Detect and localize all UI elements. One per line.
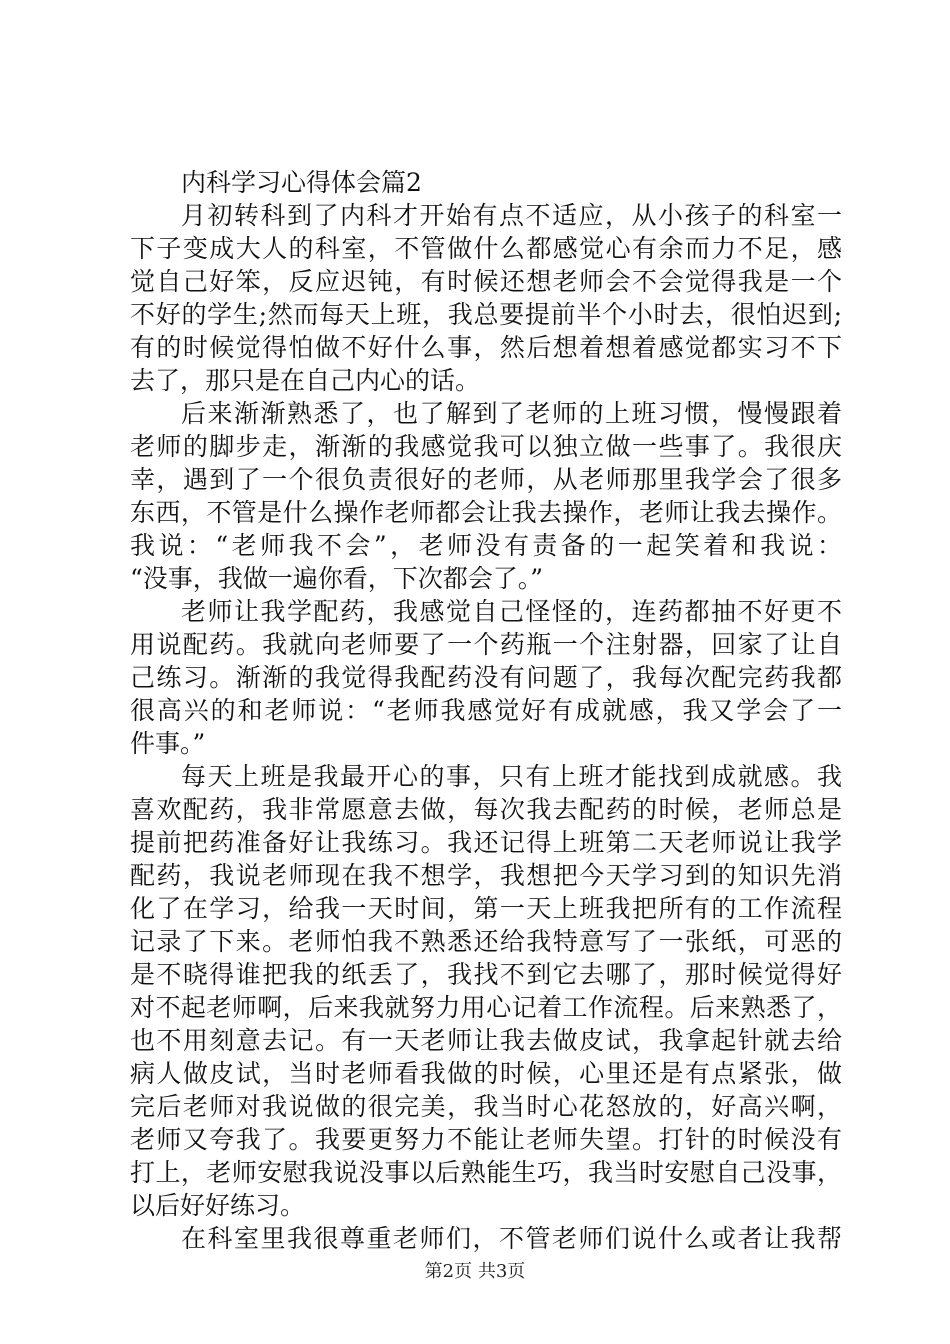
text-line: 有的时候觉得怕做不好什么事，然后想着想着感觉都实习不下 [130,333,842,362]
text-line: “没事，我做一遍你看，下次都会了。” [130,564,544,593]
text-line: 也不用刻意去记。有一天老师让我去做皮试，我拿起针就去给 [130,1026,842,1055]
text-line: 病人做皮试，当时老师看我做的时候，心里还是有点紧张，做 [130,1059,842,1088]
text-line: 完后老师对我说做的很完美，我当时心花怒放的，好高兴啊， [130,1092,842,1121]
text-line: 觉自己好笨，反应迟钝，有时候还想老师会不会觉得我是一个 [130,267,842,296]
text-line: 是不晓得谁把我的纸丢了，我找不到它去哪了，那时候觉得好 [130,960,842,989]
page-footer: 第2页 共3页 [424,1261,526,1282]
text-line: 去了，那只是在自己内心的话。 [130,366,481,395]
text-line: 下子变成大人的科室，不管做什么都感觉心有余而力不足，感 [130,234,842,263]
text-line: 以后好好练习。 [130,1191,306,1220]
document-body [130,166,842,1255]
text-line: 很高兴的和老师说：“老师我感觉好有成就感，我又学会了一 [130,696,842,725]
text-line: 老师又夸我了。我要更努力不能让老师失望。打针的时候没有 [130,1125,842,1154]
text-line: 对不起老师啊，后来我就努力用心记着工作流程。后来熟悉了， [130,993,842,1022]
text-line: 我说：“老师我不会”，老师没有责备的一起笑着和我说： [130,531,842,560]
text-line: 打上，老师安慰我说没事以后熟能生巧，我当时安慰自己没事， [130,1158,842,1187]
section-heading: 内科学习心得体会篇2 [181,168,422,197]
paragraph-start-line: 在科室里我很尊重老师们，不管老师们说什么或者让我帮 [181,1224,842,1253]
paragraph-start-line: 月初转科到了内科才开始有点不适应，从小孩子的科室一 [181,201,842,230]
text-line: 记录了下来。老师怕我不熟悉还给我特意写了一张纸，可恶的 [130,927,842,956]
text-line: 用说配药。我就向老师要了一个药瓶一个注射器，回家了让自 [130,630,842,659]
text-line: 提前把药准备好让我练习。我还记得上班第二天老师说让我学 [130,828,842,857]
text-line: 老师的脚步走，渐渐的我感觉我可以独立做一些事了。我很庆 [130,432,842,461]
text-line: 幸，遇到了一个很负责很好的老师，从老师那里我学会了很多 [130,465,842,494]
text-line: 配药，我说老师现在我不想学，我想把今天学习到的知识先消 [130,861,842,890]
text-line: 化了在学习，给我一天时间，第一天上班我把所有的工作流程 [130,894,842,923]
text-line: 己练习。渐渐的我觉得我配药没有问题了，我每次配完药我都 [130,663,842,692]
text-line: 件事。” [130,729,206,758]
text-line: 不好的学生;然而每天上班，我总要提前半个小时去，很怕迟到; [130,300,842,329]
paragraph-start-line: 每天上班是我最开心的事，只有上班才能找到成就感。我 [181,762,842,791]
text-line: 喜欢配药，我非常愿意去做，每次我去配药的时候，老师总是 [130,795,842,824]
paragraph-start-line: 老师让我学配药，我感觉自己怪怪的，连药都抽不好更不 [181,597,842,626]
paragraph-start-line: 后来渐渐熟悉了，也了解到了老师的上班习惯，慢慢跟着 [181,399,842,428]
text-line: 东西，不管是什么操作老师都会让我去操作，老师让我去操作。 [130,498,842,527]
